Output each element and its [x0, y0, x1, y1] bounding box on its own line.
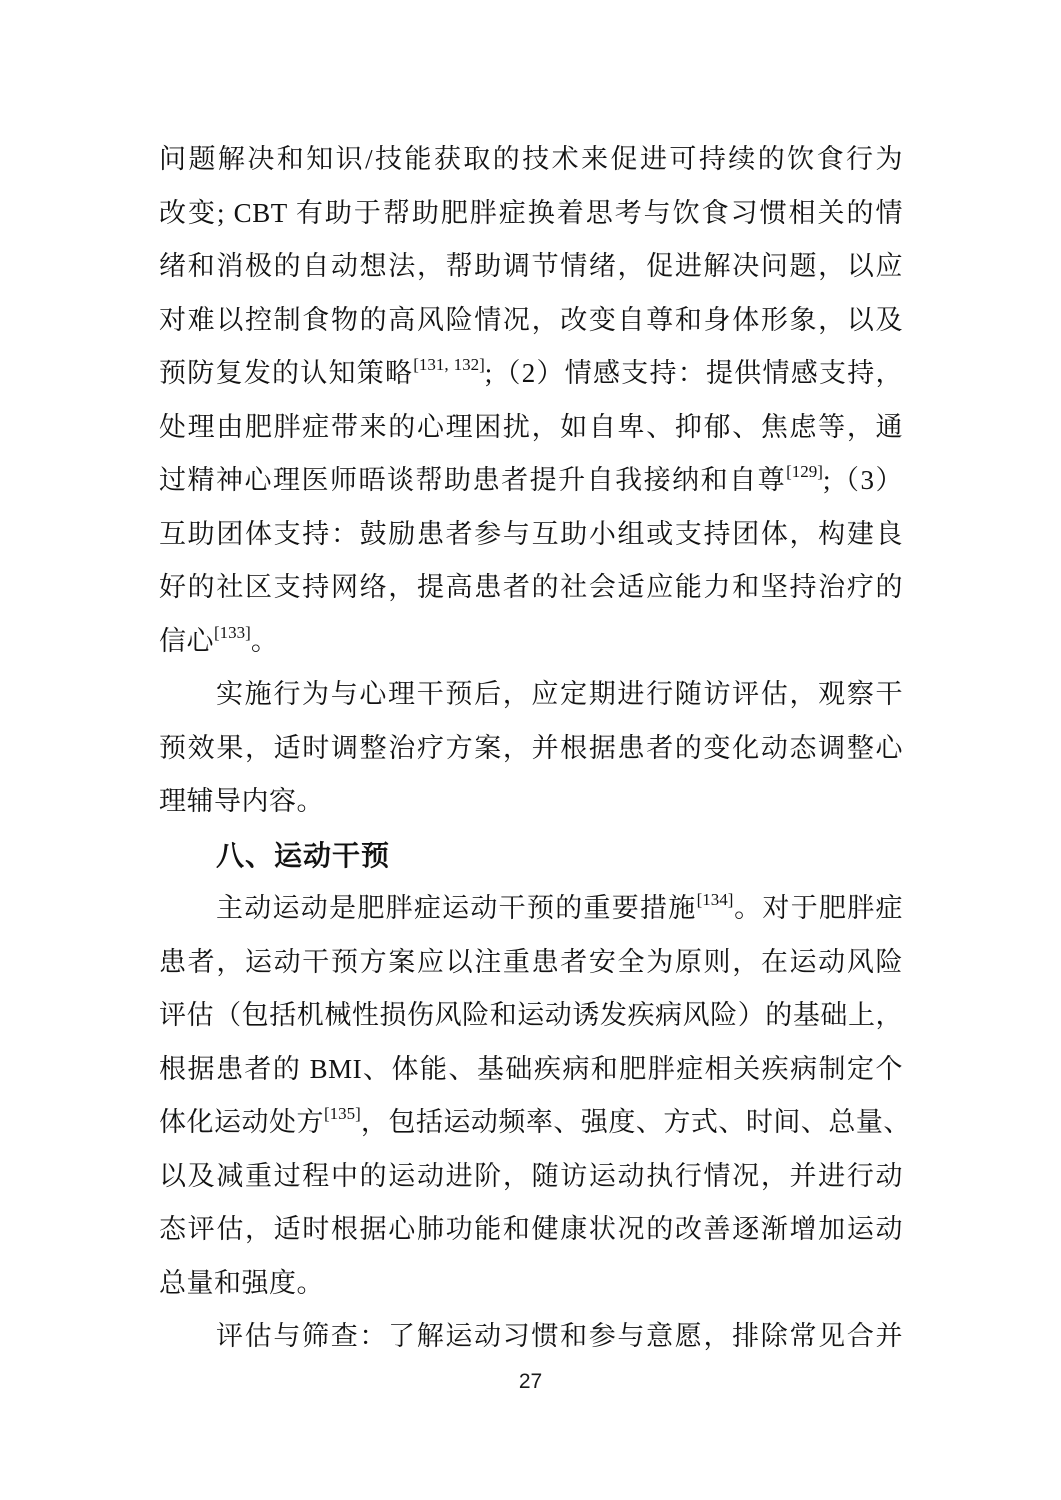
- line-segment: 过精神心理医师晤谈帮助患者提升自我接纳和自尊: [159, 465, 787, 495]
- text-line: 处理由肥胖症带来的心理困扰，如自卑、抑郁、焦虑等，通: [159, 411, 903, 442]
- citation-ref: [133]: [214, 622, 251, 642]
- text-line: 好的社区支持网络，提高患者的社会适应能力和坚持治疗的: [159, 572, 903, 602]
- text-line: 互助团体支持：鼓励患者参与互助小组或支持团体，构建良: [159, 518, 903, 549]
- text-line: 态评估，适时根据心肺功能和健康状况的改善逐渐增加运动: [159, 1214, 903, 1244]
- text-line: 对难以控制食物的高风险情况，改变自尊和身体形象，以及: [159, 304, 903, 335]
- text-line: 实施行为与心理干预后，应定期进行随访评估，观察干: [216, 679, 903, 709]
- text-line: 以及减重过程中的运动进阶，随访运动执行情况，并进行动: [159, 1160, 903, 1191]
- text-line: 预效果，适时调整治疗方案，并根据患者的变化动态调整心: [159, 732, 903, 763]
- body-text: [159, 133, 911, 1364]
- section-heading: 八、运动干预: [216, 839, 391, 871]
- text-line: [159, 454, 903, 508]
- line-segment: ;（2）情感支持：提供情感支持，: [484, 358, 903, 388]
- text-line: 根据患者的 BMI、体能、基础疾病和肥胖症相关疾病制定个: [159, 1053, 903, 1084]
- line-segment: ，包括运动频率、强度、方式、时间、总量、: [360, 1107, 911, 1137]
- line-segment: 体化运动处方: [159, 1107, 324, 1137]
- citation-ref: [129]: [786, 462, 823, 481]
- citation-ref: [131, 132]: [413, 355, 485, 374]
- line-segment: 预防复发的认知策略: [159, 358, 414, 388]
- text-line: [159, 347, 903, 401]
- text-line: 总量和强度。: [159, 1267, 324, 1298]
- page-number: 27: [518, 1370, 543, 1393]
- text-line: 评估与筛查：了解运动习惯和参与意愿，排除常见合并: [216, 1321, 903, 1351]
- text-line: [159, 882, 903, 936]
- text-line: 问题解决和知识/技能获取的技术来促进可持续的饮食行为: [159, 144, 903, 174]
- text-line: 理辅导内容。: [159, 786, 324, 816]
- line-segment: 。: [250, 625, 279, 656]
- citation-ref: [134]: [696, 890, 734, 909]
- page-footer: [0, 1370, 1061, 1394]
- text-line: 改变; CBT 有助于帮助肥胖症换着思考与饮食习惯相关的情: [159, 197, 903, 228]
- line-segment: 信心: [159, 625, 214, 656]
- text-line: [159, 615, 903, 669]
- citation-ref: [135]: [324, 1104, 361, 1123]
- line-segment: ;（3）: [822, 465, 903, 495]
- text-line: 绪和消极的自动想法，帮助调节情绪，促进解决问题，以应: [159, 251, 903, 281]
- text-line: [159, 1096, 911, 1150]
- text-line: 患者，运动干预方案应以注重患者安全为原则，在运动风险: [159, 946, 903, 977]
- text-line: 评估（包括机械性损伤风险和运动诱发疾病风险）的基础上，: [159, 1000, 903, 1030]
- line-segment: 。对于肥胖症: [733, 893, 904, 923]
- line-segment: 主动运动是肥胖症运动干预的重要措施: [216, 893, 697, 923]
